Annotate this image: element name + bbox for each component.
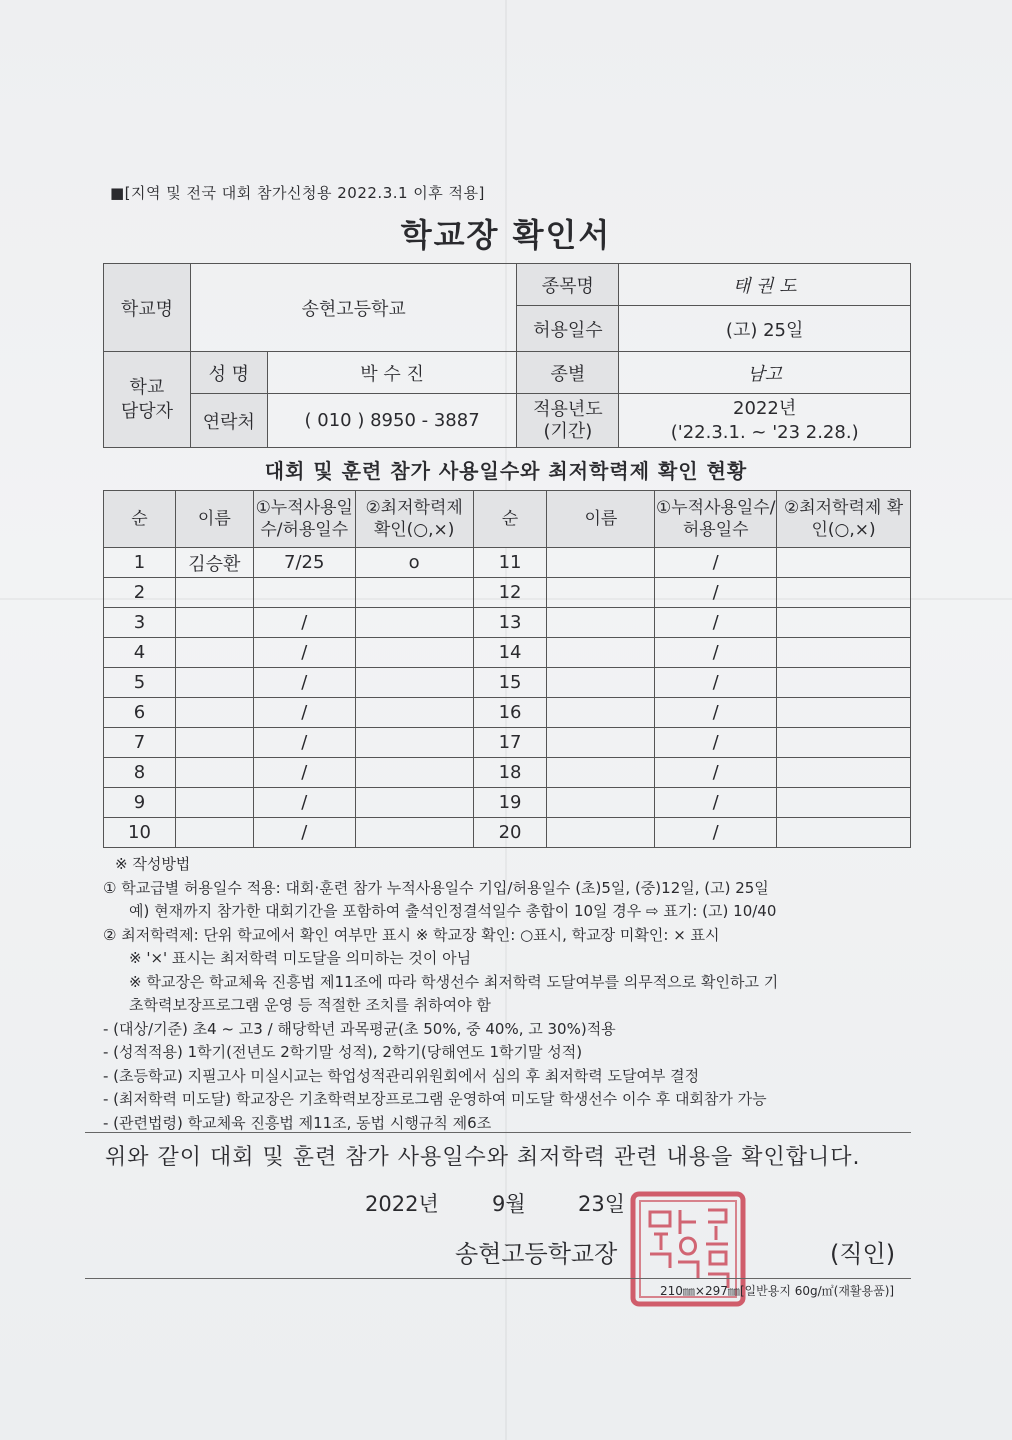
confirmation-statement: 위와 같이 대회 및 훈련 참가 사용일수와 최저학력 관련 내용을 확인합니다. — [105, 1145, 861, 1170]
cell-academic — [355, 638, 473, 668]
writing-guide-notes — [103, 853, 911, 1135]
year-value: 2022년 — [733, 397, 797, 419]
cell-academic — [355, 728, 473, 758]
cell-academic: o — [355, 548, 473, 578]
cell-name — [175, 758, 253, 788]
date-year: 2022년 — [365, 1192, 439, 1216]
cell-days: / — [253, 728, 355, 758]
cell-no: 2 — [104, 578, 176, 608]
cell-academic — [777, 668, 911, 698]
cell-academic — [355, 608, 473, 638]
header-days: ①누적사용일수/허용일수 — [655, 491, 777, 548]
cell-no: 3 — [104, 608, 176, 638]
contact-person-label: 학교 담당자 — [104, 352, 191, 448]
note-line: ※ 학교장은 학교체육 진흥법 제11조에 따라 학생선수 최저학력 도달여부를 의무적으로 확인하고 기 — [129, 972, 779, 991]
note-line: ② 최저학력제: 단위 학교에서 확인 여부만 표시 ※ 학교장 확인: ○표시, 학교장 미확인: × 표시 — [103, 925, 720, 944]
cell-name — [175, 578, 253, 608]
cell-name — [175, 698, 253, 728]
cell-name — [175, 668, 253, 698]
cell-days: / — [253, 638, 355, 668]
cell-academic — [355, 578, 473, 608]
cell-no: 14 — [473, 638, 547, 668]
header-days: ①누적사용일수/허용일수 — [253, 491, 355, 548]
cell-academic — [355, 668, 473, 698]
cell-days: / — [655, 548, 777, 578]
note-line: - (대상/기준) 초4 ~ 고3 / 해당학년 과목평균(초 50%, 중 40%, 고 30%)적용 — [103, 1019, 616, 1038]
year-label: 적용년도 (기간) — [517, 394, 619, 448]
cell-academic — [777, 788, 911, 818]
cell-academic — [777, 758, 911, 788]
cell-no: 10 — [104, 818, 176, 848]
name-label: 성 명 — [190, 352, 267, 394]
table-row — [104, 668, 911, 698]
school-info-table — [103, 263, 911, 448]
cell-days: / — [655, 698, 777, 728]
allowed-days-value: (고) 25일 — [619, 306, 911, 352]
cell-name — [547, 818, 655, 848]
cell-no: 6 — [104, 698, 176, 728]
cell-no: 5 — [104, 668, 176, 698]
table-row — [104, 758, 911, 788]
cell-academic — [777, 698, 911, 728]
cell-no: 1 — [104, 548, 176, 578]
cell-academic — [777, 728, 911, 758]
cell-days: / — [253, 788, 355, 818]
phone-label: 연락처 — [190, 394, 267, 448]
header-no: 순 — [104, 491, 176, 548]
cell-no: 20 — [473, 818, 547, 848]
cell-days: / — [655, 608, 777, 638]
cell-no: 7 — [104, 728, 176, 758]
cell-name — [175, 818, 253, 848]
cell-days: / — [253, 608, 355, 638]
cell-days: / — [253, 818, 355, 848]
category-value: 남고 — [619, 352, 911, 394]
cell-academic — [777, 608, 911, 638]
cell-days: / — [655, 638, 777, 668]
note-line: - (성적적용) 1학기(전년도 2학기말 성적), 2학기(당해연도 1학기말 성적) — [103, 1043, 583, 1061]
cell-academic — [355, 818, 473, 848]
cell-name — [547, 728, 655, 758]
cell-no: 8 — [104, 758, 176, 788]
cell-days: / — [253, 758, 355, 788]
cell-name — [175, 788, 253, 818]
table-row — [104, 728, 911, 758]
cell-no: 16 — [473, 698, 547, 728]
table-row — [104, 578, 911, 608]
cell-name — [175, 638, 253, 668]
cell-name — [547, 608, 655, 638]
cell-no: 4 — [104, 638, 176, 668]
cell-days: / — [253, 698, 355, 728]
school-name-label: 학교명 — [104, 264, 191, 352]
table-row — [104, 788, 911, 818]
cell-no: 18 — [473, 758, 547, 788]
note-line: - (초등학교) 지필고사 미실시교는 학업성적관리위원회에서 심의 후 최저학력 도달여부 결정 — [103, 1066, 700, 1085]
cell-name — [175, 728, 253, 758]
event-value: 태 권 도 — [619, 264, 911, 306]
cell-days: / — [655, 578, 777, 608]
header-academic: ②최저학력제 확인(○,×) — [355, 491, 473, 548]
document-title: 학교장 확인서 — [400, 216, 612, 254]
cell-no: 9 — [104, 788, 176, 818]
cell-academic — [777, 548, 911, 578]
cell-no: 17 — [473, 728, 547, 758]
table-header-row — [104, 491, 911, 548]
note-line: ※ 작성방법 — [115, 855, 191, 873]
cell-days: / — [253, 668, 355, 698]
school-name-value: 송현고등학교 — [190, 264, 517, 352]
table-row — [104, 638, 911, 668]
cell-days: / — [655, 668, 777, 698]
cell-name — [547, 788, 655, 818]
cell-no: 13 — [473, 608, 547, 638]
cell-name — [547, 548, 655, 578]
cell-name — [547, 698, 655, 728]
header-name: 이름 — [175, 491, 253, 548]
category-label: 종별 — [517, 352, 619, 394]
header-no: 순 — [473, 491, 547, 548]
note-line: - (관련법령) 학교체육 진흥법 제11조, 동법 시행규칙 제6조 — [103, 1113, 492, 1132]
header-note: ■[지역 및 전국 대회 참가신청용 2022.3.1 이후 적용] — [110, 184, 485, 202]
allowed-days-label: 허용일수 — [517, 306, 619, 352]
footer-divider — [85, 1278, 911, 1279]
year-cell — [619, 394, 911, 448]
cell-no: 11 — [473, 548, 547, 578]
cell-name: 김승환 — [175, 548, 253, 578]
note-line: ① 학교급별 허용일수 적용: 대회·훈련 참가 누적사용일수 기입/허용일수 (초)5일, (중)12일, (고) 25일 — [103, 878, 769, 897]
cell-name — [547, 578, 655, 608]
cell-name — [547, 638, 655, 668]
cell-academic — [355, 698, 473, 728]
section-title: 대회 및 훈련 참가 사용일수와 최저학력제 확인 현황 — [264, 459, 748, 483]
cell-name — [175, 608, 253, 638]
cell-days: 7/25 — [253, 548, 355, 578]
table-row — [104, 818, 911, 848]
date-month: 9월 — [492, 1192, 526, 1216]
cell-name — [547, 668, 655, 698]
cell-days: / — [655, 818, 777, 848]
cell-academic — [355, 788, 473, 818]
table-row — [104, 548, 911, 578]
cell-no: 12 — [473, 578, 547, 608]
table-row — [104, 608, 911, 638]
cell-academic — [777, 578, 911, 608]
usage-table-body — [104, 491, 911, 848]
note-line: - (최저학력 미도달) 학교장은 기초학력보장프로그램 운영하여 미도달 학생선수 이수 후 대회참가 가능 — [103, 1090, 767, 1108]
phone-value: ( 010 ) 8950 - 3887 — [267, 394, 517, 448]
header-name: 이름 — [547, 491, 655, 548]
note-line: ※ '×' 표시는 최저학력 미도달을 의미하는 것이 아님 — [129, 949, 472, 967]
paper-spec: 210㎜×297㎜[일반용지 60g/㎡(재활용품)] — [660, 1284, 895, 1298]
cell-no: 15 — [473, 668, 547, 698]
header-academic: ②최저학력제 확인(○,×) — [777, 491, 911, 548]
note-line: 예) 현재까지 참가한 대회기간을 포함하여 출석인정결석일수 총합이 10일 경우 ⇨ 표기: (고) 10/40 — [129, 902, 777, 920]
cell-academic — [355, 758, 473, 788]
period-value: ('22.3.1. ~ '23 2.28.) — [670, 421, 859, 443]
cell-days: / — [655, 728, 777, 758]
principal-name: 송현고등학교장 — [455, 1240, 618, 1268]
name-value: 박 수 진 — [267, 352, 517, 394]
seal-label: (직인) — [830, 1240, 896, 1268]
note-line: 초학력보장프로그램 운영 등 적절한 조치를 취하여야 함 — [129, 996, 491, 1014]
cell-academic — [777, 818, 911, 848]
divider-line — [85, 1132, 911, 1133]
cell-days: / — [655, 758, 777, 788]
cell-name — [547, 758, 655, 788]
table-row — [104, 698, 911, 728]
usage-table — [103, 490, 911, 848]
cell-days — [253, 578, 355, 608]
date-day: 23일 — [578, 1192, 626, 1216]
event-label: 종목명 — [517, 264, 619, 306]
cell-days: / — [655, 788, 777, 818]
cell-academic — [777, 638, 911, 668]
cell-no: 19 — [473, 788, 547, 818]
